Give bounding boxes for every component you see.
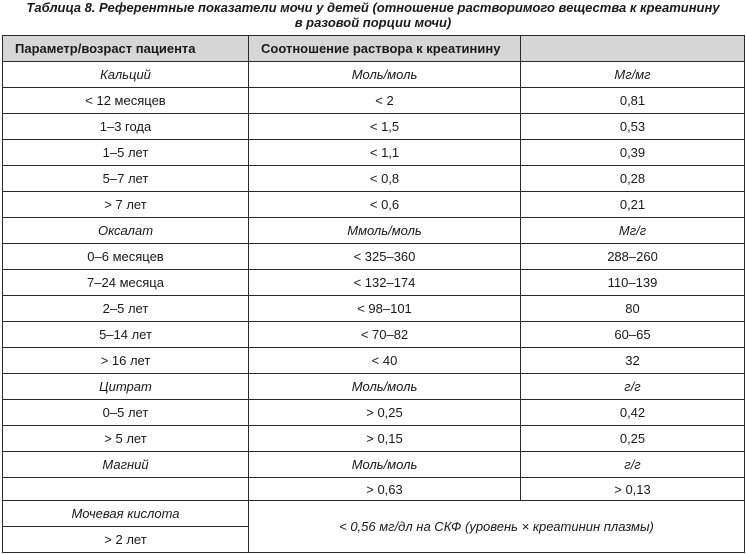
- section-row: [3, 374, 745, 400]
- table-row: [3, 88, 745, 114]
- cell-ratio-alt: 0,39: [521, 140, 745, 166]
- header-empty: [521, 36, 745, 62]
- caption-line-2: в разовой порции мочи): [294, 15, 452, 30]
- cell-ratio-alt: 0,28: [521, 166, 745, 192]
- table-row: [3, 114, 745, 140]
- cell-ratio-alt: 0,42: [521, 400, 745, 426]
- header-ratio: Соотношение раствора к креатинину: [249, 36, 521, 62]
- cell-ratio: Моль/моль: [249, 374, 521, 400]
- cell-ratio-alt: 110–139: [521, 270, 745, 296]
- cell-ratio: < 0,8: [249, 166, 521, 192]
- cell-parameter: Кальций: [3, 62, 249, 88]
- cell-parameter: < 12 месяцев: [3, 88, 249, 114]
- cell-ratio: < 325–360: [249, 244, 521, 270]
- table-row: [3, 400, 745, 426]
- table-row: [3, 296, 745, 322]
- cell-ratio-alt: 0,81: [521, 88, 745, 114]
- cell-ratio-alt: 80: [521, 296, 745, 322]
- cell-ratio-alt: 288–260: [521, 244, 745, 270]
- table-row: [3, 140, 745, 166]
- cell-parameter: 1–3 года: [3, 114, 249, 140]
- section-row: [3, 501, 745, 527]
- cell-parameter: > 5 лет: [3, 426, 249, 452]
- cell-ratio: > 0,63: [249, 478, 521, 501]
- cell-parameter: Оксалат: [3, 218, 249, 244]
- cell-parameter: Мочевая кислота: [3, 501, 249, 527]
- cell-ratio: < 40: [249, 348, 521, 374]
- table-row: [3, 270, 745, 296]
- cell-parameter: > 2 лет: [3, 527, 249, 553]
- cell-ratio-alt: 0,25: [521, 426, 745, 452]
- cell-parameter: 1–5 лет: [3, 140, 249, 166]
- cell-parameter: 7–24 месяца: [3, 270, 249, 296]
- cell-parameter: 0–6 месяцев: [3, 244, 249, 270]
- cell-parameter: > 7 лет: [3, 192, 249, 218]
- cell-parameter: Магний: [3, 452, 249, 478]
- cell-ratio-alt: Мг/г: [521, 218, 745, 244]
- table-row: [3, 166, 745, 192]
- cell-ratio: Ммоль/моль: [249, 218, 521, 244]
- table-row: [3, 192, 745, 218]
- header-parameter: Параметр/возраст пациента: [3, 36, 249, 62]
- cell-ratio-alt: 60–65: [521, 322, 745, 348]
- cell-ratio: Моль/моль: [249, 452, 521, 478]
- cell-ratio: > 0,25: [249, 400, 521, 426]
- cell-ratio: < 98–101: [249, 296, 521, 322]
- cell-ratio: < 0,6: [249, 192, 521, 218]
- caption-line-1: Таблица 8. Референтные показатели мочи у детей (отношение растворимого вещества к креатинину: [26, 0, 720, 15]
- section-row: [3, 62, 745, 88]
- cell-uric-note: < 0,56 мг/дл на СКФ (уровень × креатинин плазмы): [249, 501, 745, 553]
- cell-parameter: 5–7 лет: [3, 166, 249, 192]
- section-row: [3, 218, 745, 244]
- cell-parameter: 2–5 лет: [3, 296, 249, 322]
- cell-ratio-alt: 0,21: [521, 192, 745, 218]
- cell-parameter: [3, 478, 249, 501]
- cell-ratio: > 0,15: [249, 426, 521, 452]
- cell-ratio: < 2: [249, 88, 521, 114]
- cell-ratio: < 70–82: [249, 322, 521, 348]
- table-row: [3, 322, 745, 348]
- table-row: [3, 426, 745, 452]
- section-row: [3, 452, 745, 478]
- cell-parameter: Цитрат: [3, 374, 249, 400]
- cell-ratio-alt: 32: [521, 348, 745, 374]
- cell-ratio-alt: Мг/мг: [521, 62, 745, 88]
- cell-ratio: < 1,5: [249, 114, 521, 140]
- cell-ratio: < 132–174: [249, 270, 521, 296]
- cell-ratio-alt: г/г: [521, 374, 745, 400]
- table-row: [3, 244, 745, 270]
- cell-ratio: Моль/моль: [249, 62, 521, 88]
- cell-ratio-alt: г/г: [521, 452, 745, 478]
- cell-parameter: 0–5 лет: [3, 400, 249, 426]
- cell-ratio-alt: 0,53: [521, 114, 745, 140]
- reference-table: [2, 35, 745, 553]
- cell-parameter: > 16 лет: [3, 348, 249, 374]
- table-row: [3, 478, 745, 501]
- cell-ratio-alt: > 0,13: [521, 478, 745, 501]
- table-caption: [0, 0, 746, 30]
- table-row: [3, 348, 745, 374]
- cell-ratio: < 1,1: [249, 140, 521, 166]
- table-header-row: [3, 36, 745, 62]
- cell-parameter: 5–14 лет: [3, 322, 249, 348]
